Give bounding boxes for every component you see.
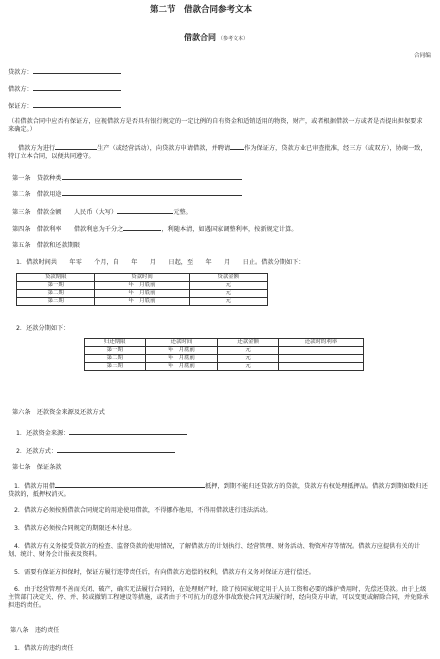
table-cell: 年 月底前 — [95, 298, 189, 306]
party-borrower — [8, 84, 121, 94]
intro-paragraph-1: （若借款合同中应否有保证方，应视借款方是否具有银行规定的一定比例的自有资金和适销适用的物资，财产，或者根据借款一方或者是否提出担保要求来确定。） — [8, 118, 423, 133]
article-8-item-1: 1．借款方的违约责任 — [14, 645, 74, 652]
intro-paragraph-2 — [8, 143, 430, 161]
intro-2c: 作为保证方，贷款方业已审查批准，经三方（或双方），协商一致， — [244, 145, 427, 152]
table-cell: 第三期 — [85, 363, 146, 371]
party-guarantor — [8, 101, 121, 111]
article-5-item-2: 2．还款分期如下： — [16, 325, 70, 332]
article-7-item-5: 5．需要有保证方担保时，保证方履行连带责任后，有向借款方追偿的权利，借款方有义务对保证方进行偿还。 — [14, 569, 315, 576]
table-header: 还款时间 — [145, 339, 218, 347]
article-6-item-2 — [16, 446, 175, 456]
article-7-item-3: 3．借款方必须按合同规定的期限还本付息。 — [14, 525, 136, 532]
loan-schedule-table — [16, 273, 268, 306]
party-guarantor-label: 保证方： — [8, 103, 33, 110]
table-cell: 第一期 — [17, 282, 95, 290]
table-cell — [278, 347, 363, 355]
table-header: 贷款金额 — [189, 274, 267, 282]
party-borrower-label: 借款方： — [8, 86, 33, 93]
article-7-item-2: 2．借款方必须按照借款合同规定的用途使用借款，不得挪作他用，不得用借款进行违法活动。 — [14, 507, 272, 514]
article-4-text: 第四条 借款利率 借款利息为千分之 — [12, 226, 124, 233]
table-cell: 元 — [189, 282, 267, 290]
table-cell: 第二期 — [85, 355, 146, 363]
article-4 — [12, 224, 298, 234]
table-cell — [278, 363, 363, 371]
contract-title — [184, 34, 248, 43]
table-cell: 第三期 — [17, 298, 95, 306]
table-cell: 元 — [189, 298, 267, 306]
repayment-schedule-table — [84, 338, 364, 371]
article-2 — [12, 189, 242, 199]
table-header: 贷款时间 — [95, 274, 189, 282]
article-3 — [12, 207, 192, 217]
contract-title-note: （参考文本） — [217, 36, 248, 42]
table-cell — [278, 355, 363, 363]
article-6-item-1-text: 1．还款资金来源： — [16, 430, 70, 437]
intro-2a: 借款方为进行 — [18, 145, 56, 152]
section-title: 第二节 借款合同参考文本 — [150, 5, 253, 15]
table-header-row — [17, 274, 268, 282]
table-row — [17, 298, 268, 306]
article-8: 第八条 违约责任 — [10, 627, 60, 634]
article-3-text: 第三条 借款金额 人民币（大写） — [12, 209, 118, 216]
table-header: 归还期限 — [85, 339, 146, 347]
intro-2d: 特订立本合同，以便共同遵守。 — [8, 153, 95, 160]
article-6: 第六条 还款资金来源及还款方式 — [12, 409, 105, 416]
table-cell: 第二期 — [17, 290, 95, 298]
table-row — [85, 347, 364, 355]
table-header: 还款金额 — [218, 339, 279, 347]
table-row — [85, 355, 364, 363]
table-cell: 元 — [218, 347, 279, 355]
contract-number-label: 合同编 — [414, 53, 431, 59]
table-cell: 元 — [218, 363, 279, 371]
table-row — [85, 363, 364, 371]
article-6-item-1 — [16, 428, 187, 438]
article-1-text: 第一条 贷款种类 — [12, 175, 62, 182]
table-header: 贷款期限 — [17, 274, 95, 282]
article-7: 第七条 保证条款 — [12, 464, 62, 471]
article-7-item-1-tail: 抵押，到期不能归还贷款方的贷款，贷款方有权处理抵押品。借款方到期如数归还贷款的，抵押权消灭。 — [8, 483, 428, 498]
table-cell: 年 月底前 — [145, 363, 218, 371]
article-2-text: 第二条 借款用途 — [12, 191, 62, 198]
table-cell: 元 — [218, 355, 279, 363]
article-5: 第五条 借款和还款期限 — [12, 242, 81, 249]
table-cell: 年 月底前 — [95, 290, 189, 298]
article-7-item-4: 4．借款方有义务接受贷款方的检查、监督贷款的使用情况，了解借款方的计划执行、经营管理、财务活动、物资库存等情况。借款方应提供有关的计划、统计、财务会计报表及资料。 — [8, 543, 421, 558]
party-lender — [8, 67, 121, 77]
party-lender-label: 贷款方： — [8, 69, 33, 76]
table-header-row — [85, 339, 364, 347]
article-6-item-2-text: 2．还款方式： — [16, 448, 58, 455]
table-row — [17, 290, 268, 298]
table-cell: 第一期 — [85, 347, 146, 355]
intro-2b: 生产（或经营活动），向贷款方申请借款，并聘请 — [97, 145, 231, 152]
article-7-item-1-text: 1．借款方用借 — [14, 483, 56, 490]
article-7-item-1 — [8, 481, 432, 499]
table-cell: 元 — [189, 290, 267, 298]
table-cell: 年 月底前 — [145, 355, 218, 363]
article-7-item-6: 6．由于经营管理不善而关闭、破产，确实无法履行合同的，在处理财产时，除了按国家规定用于人员工资和必要的维护费用时，先偿还贷款。由于上级主管部门决定关、停、并、转或撤销工程建设等措施，或者由于不可抗力的意外事故致使合同无法履行时，经向贷方申请，可以变更或解除合同，并免除承担违约责任。 — [8, 586, 429, 609]
article-4-tail: ，利随本清，如遇国家调整利率，按新规定计算。 — [161, 226, 298, 233]
article-3-tail: 元整。 — [173, 209, 192, 216]
table-cell: 年 月底前 — [95, 282, 189, 290]
article-5-item-1: 1．借款时间共 年零 个月，自 年 月 日起，至 年 月 日止。借款分期如下： — [16, 259, 305, 266]
table-cell: 年 月底前 — [145, 347, 218, 355]
contract-title-text: 借款合同 — [184, 33, 216, 42]
article-1 — [12, 173, 242, 183]
table-row — [17, 282, 268, 290]
table-header: 还款时的利率 — [278, 339, 363, 347]
